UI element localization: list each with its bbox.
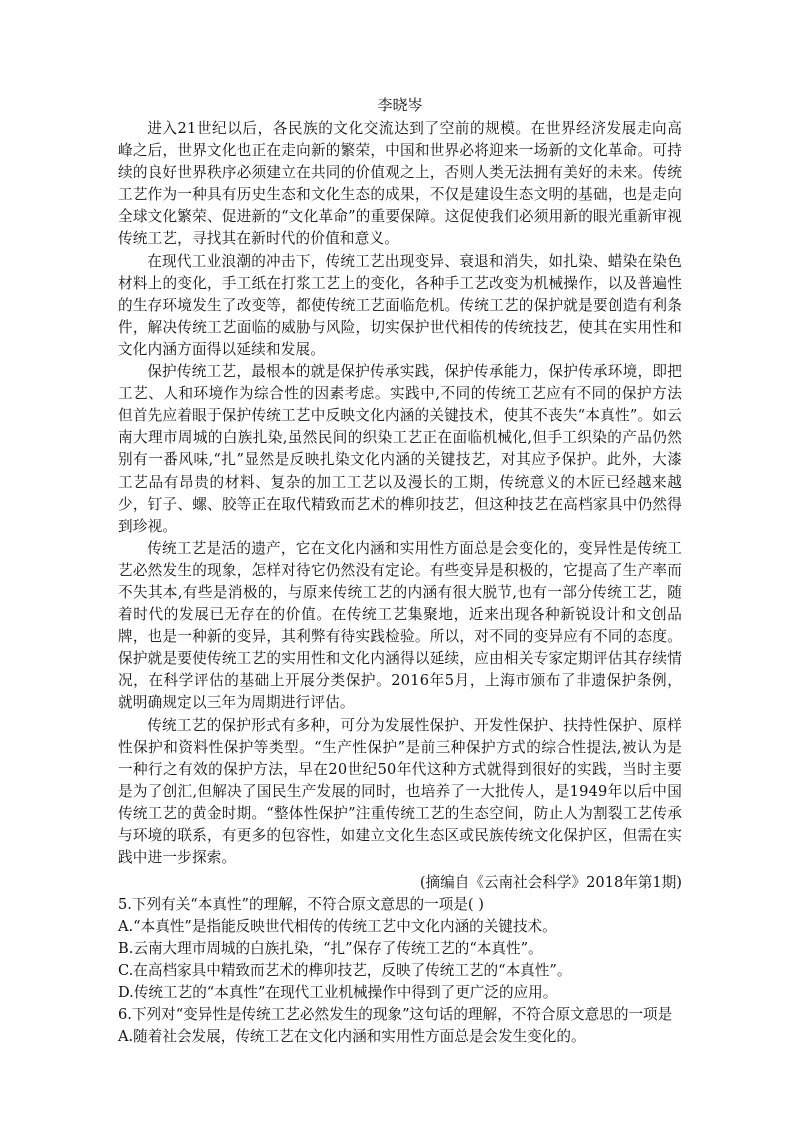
- question-5-option-d: D.传统工艺的“本真性”在现代工业机械操作中得到了更广泛的应用。: [118, 984, 558, 1002]
- paragraph-2: 在现代工业浪潮的冲击下，传统工艺出现变异、衰退和消失，如扎染、蜡染在染色材料上的变化，手工纸在打浆工艺上的变化，各种手工艺改变为机械操作，以及普遍性的生存环境发生了改变等，都使传统工艺面临危机。传统工艺的保护就是要创造有利条件，解决传统工艺面临的威胁与风险，切实保护世代相传的传统技艺，使其在实用性和文化内涵方面得以延续和发展。: [118, 252, 682, 358]
- source-citation: (摘编自《云南社会科学》2018年第1期): [419, 874, 682, 892]
- question-5-option-b: B.云南大理市周城的白族扎染，“扎”保存了传统工艺的“本真性”。: [118, 940, 543, 958]
- paragraph-1: 进入21世纪以后，各民族的文化交流达到了空前的规模。在世界经济发展走向高峰之后，世界文化也正在走向新的繁荣，中国和世界必将迎来一场新的文化革命。可持续的良好世界秩序必须建立在共同的价值观之上，否则人类无法拥有美好的未来。传统工艺作为一种具有历史生态和文化生态的成果，不仅是建设生态文明的基础，也是走向全球文化繁荣、促进新的“文化革命”的重要保障。这促使我们必须用新的眼光重新审视传统工艺，寻找其在新时代的价值和意义。: [118, 120, 682, 248]
- question-5-option-c: C.在高档家具中精致而艺术的榫卯技艺，反映了传统工艺的“本真性”。: [118, 962, 572, 980]
- paragraph-4: 传统工艺是活的遗产，它在文化内涵和实用性方面总是会变化的，变异性是传统工艺必然发生的现象，怎样对待它仍然没有定论。有些变异是积极的，它提高了生产率而不失其本,有些是消极的，与原来传统工艺的内涵有很大脱节,也有一部分传统工艺，随着时代的发展已无存在的价值。在传统工艺集聚地，近来出现各种新锐设计和文创品牌，也是一种新的变异，其利弊有待实践检验。所以，对不同的变异应有不同的态度。保护就是要使传统工艺的实用性和文化内涵得以延续，应由相关专家定期评估其存续情况，在科学评估的基础上开展分类保护。2016年5月，上海市颁布了非遗保护条例，就明确规定以三年为周期进行评估。: [118, 539, 682, 712]
- question-block: [118, 894, 682, 1048]
- question-5-option-a: A.“本真性”是指能反映世代相传的传统工艺中文化内涵的关键技术。: [118, 918, 557, 936]
- question-6-option-a: A.随着社会发展，传统工艺在文化内涵和实用性方面总是会发生变化的。: [118, 1028, 586, 1046]
- question-5-stem: 5.下列有关“本真性”的理解，不符合原文意思的一项是( ): [118, 896, 484, 914]
- question-6-stem: 6.下列对“变异性是传统工艺必然发生的现象”这句话的理解，不符合原文意思的一项是: [118, 1006, 673, 1024]
- author-name: 李晓岑: [377, 96, 423, 114]
- paragraph-3: 保护传统工艺，最根本的就是保护传承实践，保护传承能力，保护传承环境，即把工艺、人和环境作为综合性的因素考虑。实践中,不同的传统工艺应有不同的保护方法但首先应着眼于保护传统工艺中反映文化内涵的关键技术，使其不丧失“本真性”。如云南大理市周城的白族扎染,虽然民间的织染工艺正在面临机械化,但手工织染的产品仍然别有一番风味,“扎”显然是反映扎染文化内涵的关键技艺，对其应予保护。此外，大漆工艺品有昂贵的材料、复杂的加工工艺以及漫长的工期，传统意义的木匠已经越来越少，钉子、螺、胶等正在取代精致而艺术的榫卯技艺，但这种技艺在高档家具中仍然得到珍视。: [118, 363, 682, 535]
- paragraph-5: 传统工艺的保护形式有多种，可分为发展性保护、开发性保护、扶持性保护、原样性保护和资料性保护等类型。“生产性保护”是前三种保护方式的综合性提法,被认为是一种行之有效的保护方法，早在20世纪50年代这种方式就得到很好的实践，当时主要是为了创汇,但解决了国民生产发展的同时，也培养了一大批传人，是1949年以后中国传统工艺的黄金时期。“整体性保护”注重传统工艺的生态空间，防止人为割裂工艺传承与环境的联系，有更多的包容性，如建立文化生态区或民族传统文化保护区，但需在实践中进一步探索。: [118, 716, 682, 867]
